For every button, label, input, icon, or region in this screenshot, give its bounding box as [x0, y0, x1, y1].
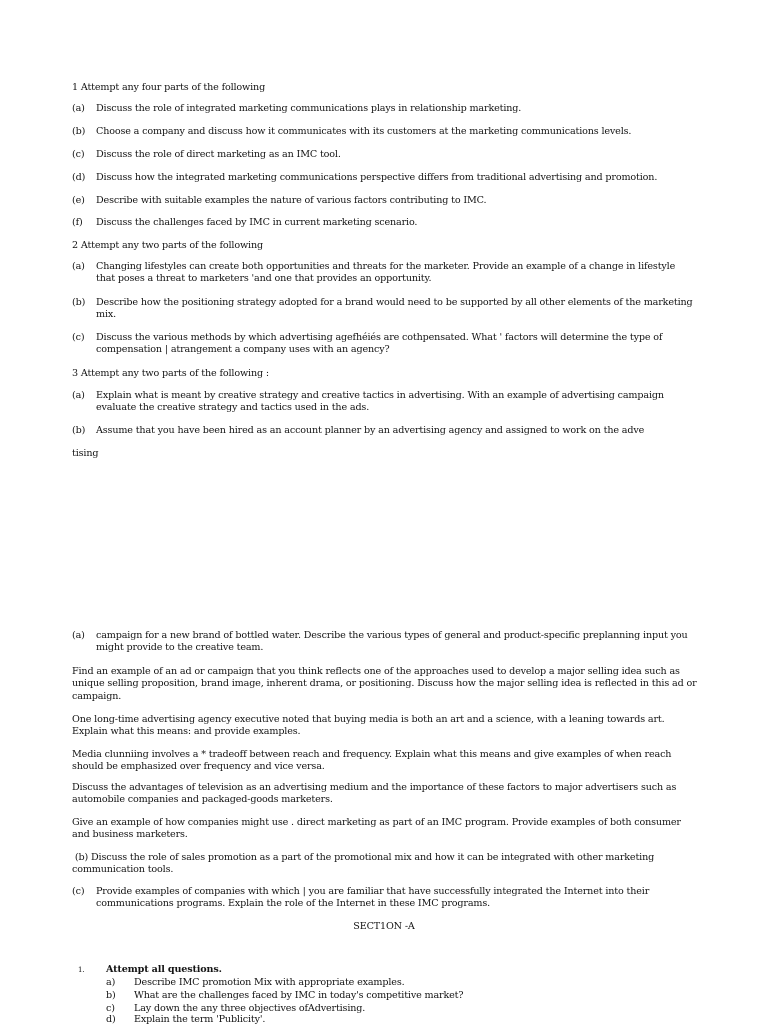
item-text: Discuss the role of direct marketing as an IMC tool. — [96, 149, 341, 160]
paragraph-direct-marketing: Give an example of how companies might use . direct marketing as part of an IMC program. Provide examples of both consumer and business marketers. — [72, 817, 681, 841]
item-label: (a) — [72, 630, 85, 641]
item-label: (a) — [72, 261, 85, 272]
paragraph-reach-frequency: Media clunniing involves a * tradeoff between reach and frequency. Explain what this means and give examples of when reach should be emphasized over frequency and vice versa. — [72, 749, 672, 773]
item-text: Describe how the positioning strategy adopted for a brand would need to be supported by all other elements of the marketing mix. — [96, 297, 693, 321]
item-label: (b) — [72, 297, 86, 308]
item-label: (f) — [72, 217, 83, 228]
item-label: (d) — [72, 172, 86, 183]
item-text: Describe with suitable examples the nature of various factors contributing to IMC. — [96, 195, 487, 206]
item-text: campaign for a new brand of bottled water. Describe the various types of general and product-specific preplanning input you might provide to the creative team. — [96, 630, 688, 654]
q3-continuation: tising — [72, 448, 99, 459]
paragraph-selling-idea: Find an example of an ad or campaign that you think reflects one of the approaches used to develop a major selling idea such as unique selling proposition, brand image, inherent drama, or positioning. Discuss how the major selling idea is reflected in this ad or campaign. — [72, 666, 697, 702]
item-label: (a) — [72, 103, 85, 114]
q3-heading: 3 Attempt any two parts of the following : — [72, 368, 269, 379]
item-label: (c) — [72, 332, 85, 343]
item-label: (c) — [72, 149, 85, 160]
item-text: Provide examples of companies with which | you are familiar that have successfully integrated the Internet into their communications programs. Explain the role of the Internet in these IMC programs. — [96, 886, 650, 910]
item-text: What are the challenges faced by IMC in today's competitive market? — [134, 990, 464, 1001]
item-label: c) — [106, 1003, 115, 1014]
item-text: Describe IMC promotion Mix with appropriate examples. — [134, 977, 405, 988]
item-label: (c) — [72, 886, 85, 897]
item-text: Explain what is meant by creative strategy and creative tactics in advertising. With an example of advertising campaign evaluate the creative strategy and tactics used in the ads. — [96, 390, 664, 414]
item-label: b) — [106, 990, 116, 1001]
item-text: Discuss the role of integrated marketing communications plays in relationship marketing. — [96, 103, 522, 114]
item-text: Choose a company and discuss how it communicates with its customers at the marketing communications levels. — [96, 126, 632, 137]
q2-heading: 2 Attempt any two parts of the following — [72, 240, 263, 251]
item-text: Lay down the any three objectives ofAdvertising. — [134, 1003, 366, 1014]
q1-heading: 1 Attempt any four parts of the following — [72, 82, 266, 93]
item-label: (a) — [72, 390, 85, 401]
section-title: SECT1ON -A — [353, 921, 415, 932]
item-label: d) — [106, 1014, 116, 1025]
item-label: (b) — [72, 425, 86, 436]
item-label: a) — [106, 977, 116, 988]
section-question-number: 1. — [78, 966, 85, 974]
section-question-heading: Attempt all questions. — [106, 964, 222, 975]
item-label: (b) — [72, 126, 86, 137]
paragraph-buying-media: One long-time advertising agency executive noted that buying media is both an art and a science, with a leaning towards art. Explain what this means: and provide examples. — [72, 714, 665, 738]
paragraph-sales-promotion: (b) Discuss the role of sales promotion as a part of the promotional mix and how it can be integrated with other marketing communication tools. — [72, 852, 657, 876]
item-text: Changing lifestyles can create both opportunities and threats for the marketer. Provide an example of a change in lifestyle that poses a threat to marketers 'and one that provides an opportunity. — [96, 261, 676, 285]
item-text: Assume that you have been hired as an account planner by an advertising agency and assigned to work on the adve — [96, 425, 645, 436]
item-text: Discuss the various methods by which advertising agefhéiés are cothpensated. What ' factors will determine the type of compensation | atrangement a company uses with an agency? — [96, 332, 663, 356]
item-label: (e) — [72, 195, 85, 206]
item-text: Discuss the challenges faced by IMC in current marketing scenario. — [96, 217, 418, 228]
item-text: Explain the term 'Publicity'. — [134, 1014, 266, 1025]
item-text: Discuss how the integrated marketing communications perspective differs from traditional advertising and promotion. — [96, 172, 658, 183]
paragraph-television: Discuss the advantages of television as an advertising medium and the importance of these factors to major advertisers such as automobile companies and packaged-goods marketers. — [72, 782, 677, 806]
